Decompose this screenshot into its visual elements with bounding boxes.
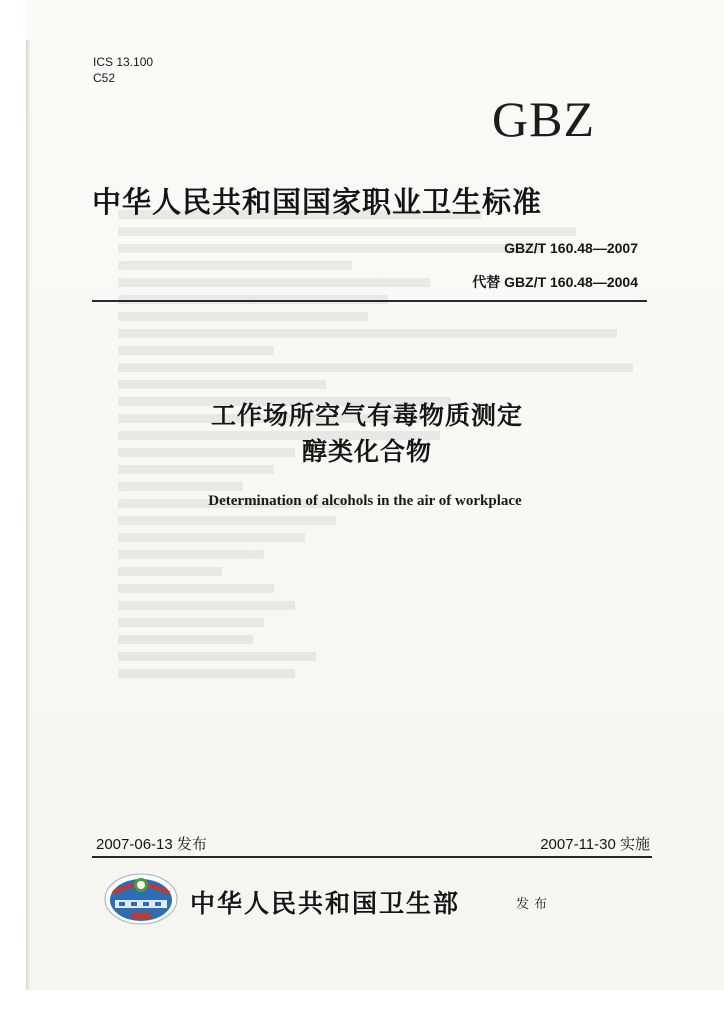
standard-category: 中华人民共和国国家职业卫生标准: [92, 185, 543, 219]
standard-number: GBZ/T 160.48—2007: [504, 240, 638, 256]
title-en: Determination of alcohols in the air of workplace: [208, 493, 522, 509]
publish-label: 发布: [516, 897, 553, 912]
issue-date: 2007-06-13 发布: [96, 836, 207, 853]
gbz-logo: GBZ: [492, 91, 595, 147]
publisher-name: 中华人民共和国卫生部: [190, 889, 461, 918]
ccs-code: C52: [93, 71, 116, 85]
classification-codes: [93, 54, 153, 86]
pmph-globe-logo-icon: [103, 869, 179, 925]
footer-divider: [92, 856, 652, 858]
scan-margin-left: [0, 0, 26, 1024]
title-zh-line1: 工作场所空气有毒物质测定: [210, 401, 523, 430]
page-edge-shadow: [26, 40, 30, 1000]
ics-code: ICS 13.100: [93, 55, 154, 69]
implementation-date: 2007-11-30 实施: [540, 836, 650, 853]
title-zh-line2: 醇类化合物: [301, 437, 432, 466]
replaces-standard: 代替 GBZ/T 160.48—2004: [472, 274, 638, 290]
scan-margin-bottom: [0, 990, 724, 1024]
header-divider: [92, 300, 647, 302]
